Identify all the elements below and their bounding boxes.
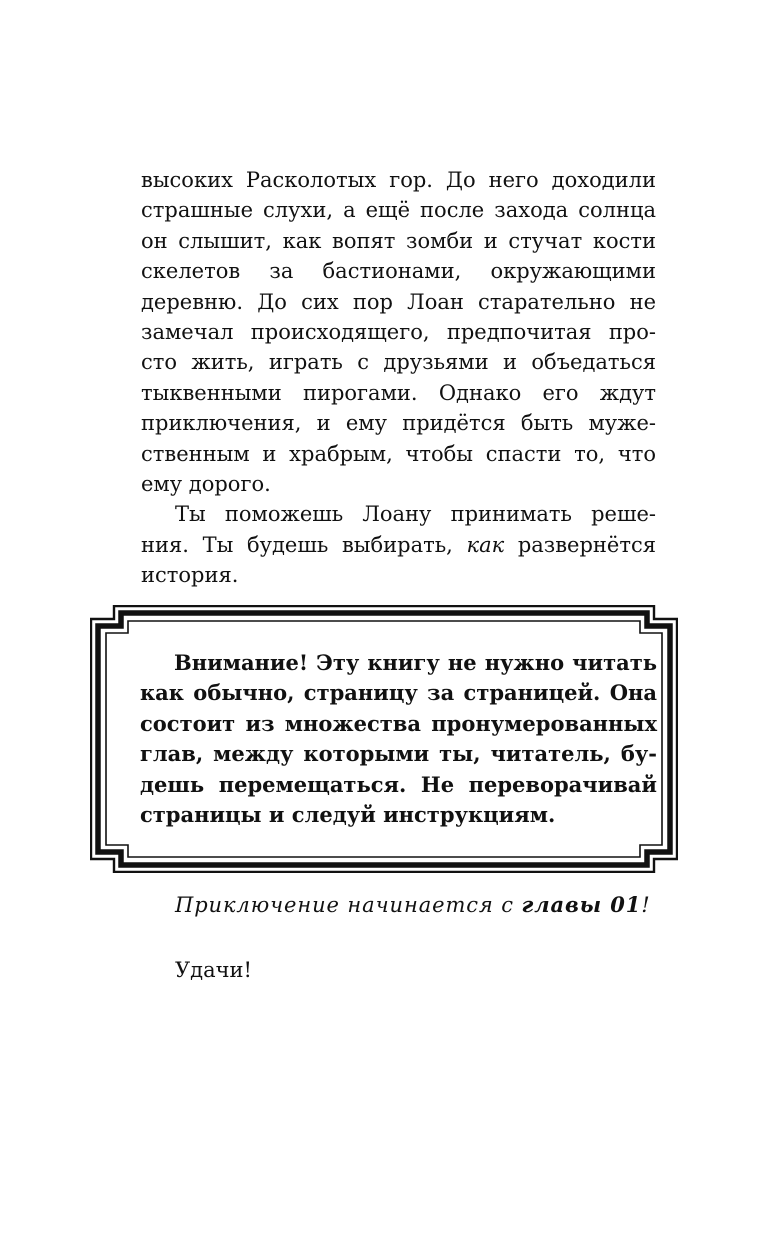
text-line: высоких Расколотых гор. До него доходили — [141, 168, 656, 192]
good-luck-text: Удачи! — [175, 958, 252, 982]
text-fragment: ния. Ты будешь выбирать, — [141, 532, 467, 557]
emphasis-word: как — [466, 532, 505, 557]
notice-line: глав, между которыми ты, читатель, бу- — [140, 741, 657, 767]
main-text — [141, 165, 656, 590]
text-line: тыквенными пирогами. Однако его ждут — [141, 380, 656, 405]
text-line: история. — [141, 563, 239, 588]
text-line: приключения, и ему придётся быть муже- — [141, 411, 656, 436]
text-line: ственным и храбрым, чтобы спасти то, что — [141, 441, 656, 466]
start-prefix: Приключение начинается с — [175, 893, 522, 917]
start-instruction — [175, 890, 651, 920]
text-line: сто жить, играть с друзьями и объедаться — [141, 350, 656, 375]
notice-line: дешь перемещаться. Не переворачивай — [140, 771, 657, 797]
text-line: Ты поможешь Лоану принимать реше- — [175, 502, 656, 527]
text-line: скелетов за бастионами, окружающими — [141, 259, 656, 284]
text-line: ему дорого. — [141, 471, 271, 496]
start-chapter: главы 01 — [521, 892, 642, 917]
text-line: замечал происходящего, предпочитая про- — [141, 319, 656, 344]
text-line: он слышит, как вопят зомби и стучат кости — [141, 228, 656, 253]
notice-line: страницы и следуй инструкциям. — [140, 801, 556, 827]
text-fragment: развернётся — [504, 532, 656, 557]
text-line: деревню. До сих пор Лоан старательно не — [141, 289, 656, 314]
notice-line: как обычно, страницу за страницей. Она — [140, 680, 657, 706]
notice-line: состоит из множества пронумерованных — [140, 710, 657, 736]
text-line — [141, 530, 656, 560]
notice-line: Внимание! Эту книгу не нужно читать — [174, 650, 657, 675]
text-line: страшные слухи, а ещё после захода солнца — [141, 198, 656, 223]
notice-text — [140, 648, 657, 830]
start-suffix: ! — [641, 893, 651, 917]
